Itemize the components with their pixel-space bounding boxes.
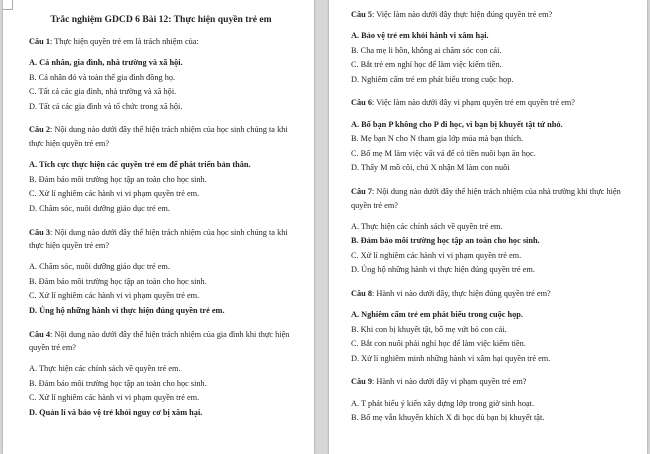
document-title: Trắc nghiệm GDCD 6 Bài 12: Thực hiện quyền trẻ em [50, 14, 272, 25]
question-number: Câu 6 [351, 98, 372, 108]
answer-option: B. Khi con bị khuyết tật, bố mẹ vứt bỏ con cái. [351, 324, 507, 334]
question-number: Câu 3 [29, 227, 50, 237]
answer-option: C. Bắt con nuôi phải nghỉ học để làm việc kiếm tiền. [351, 339, 526, 349]
question-block [351, 96, 623, 175]
question-text: : Hành vi nào dưới đây vi phạm quyền trẻ em? [371, 377, 527, 387]
margin-corner-mark [3, 0, 13, 10]
question-stem [351, 185, 623, 212]
answer-option: D. Ủng hộ những hành vi thực hiện đúng quyền trẻ em. [351, 265, 535, 275]
question-stem [351, 287, 623, 301]
page-content [29, 8, 293, 430]
document-page-right [329, 0, 647, 454]
answer-option: D. Chăm sóc, nuôi dưỡng giáo dục trẻ em. [29, 203, 170, 213]
question-stem [351, 96, 623, 110]
answer-option-correct: A. Bảo vệ trẻ em khỏi hành vi xâm hại. [351, 31, 489, 41]
question-block [29, 226, 293, 319]
answer-option: C. Xử lí nghiêm các hành vi vi phạm quyền trẻ em. [29, 291, 200, 301]
question-block [29, 35, 293, 114]
question-stem [351, 375, 623, 389]
answer-option: A. T phát biểu ý kiến xây dựng lớp trong giờ sinh hoạt. [351, 398, 535, 408]
answer-option: B. Đảm bảo môi trường học tập an toàn cho học sinh. [29, 174, 207, 184]
answer-option-correct: D. Quản lí và bảo vệ trẻ khỏi nguy cơ bị xâm hại. [29, 408, 203, 418]
question-number: Câu 1 [29, 37, 50, 46]
question-number: Câu 8 [351, 289, 372, 298]
question-text: : Nội dung nào dưới đây thể hiện trách nhiệm của học sinh chúng ta khi thực hiện quyền trẻ em? [29, 125, 288, 149]
answer-option: C. Tất cả các gia đình, nhà trường và xã hội. [29, 87, 177, 97]
question-stem [29, 328, 293, 355]
question-number: Câu 5 [351, 10, 372, 19]
answer-option-correct: B. Đảm bảo môi trường học tập an toàn cho học sinh. [351, 236, 540, 246]
document-page-left [3, 0, 314, 454]
answer-option: D. Thấy M mồ côi, chú X nhận M làm con nuôi [351, 163, 510, 173]
answer-option: C. Xử lí nghiêm các hành vi vi phạm quyền trẻ em. [351, 250, 522, 260]
question-text: : Việc làm nào dưới đây vi phạm quyền trẻ em quyền trẻ em? [371, 98, 575, 108]
answer-option: B. Đảm bảo môi trường học tập an toàn cho học sinh. [29, 276, 207, 286]
answer-option: A. Thực hiện các chính sách về quyền trẻ em. [29, 364, 181, 374]
answer-option: B. Mẹ bạn N cho N tham gia lớp múa mà bạn thích. [351, 134, 524, 144]
page-content [351, 8, 623, 435]
question-text: : Nội dung nào dưới đây thể hiện trách nhiệm của nhà trường khi thực hiện quyền trẻ em? [351, 186, 621, 210]
question-block [351, 8, 623, 87]
question-text: : Nội dung nào dưới đây thể hiện trách nhiệm của gia đình khi thực hiện quyền trẻ em? [29, 329, 290, 353]
answer-option: D. Nghiêm cấm trẻ em phát biểu trong cuộc họp. [351, 74, 514, 84]
question-block [29, 328, 293, 421]
question-number: Câu 4 [29, 329, 50, 339]
answer-option: C. Bố mẹ M làm việc vất vả để có tiền nuôi bạn ăn học. [351, 148, 536, 158]
answer-option-correct: A. Nghiêm cấm trẻ em phát biểu trong cuộc họp. [351, 310, 523, 320]
answer-option-correct: A. Bố bạn P không cho P đi học, vì bạn bị khuyết tật tứ nhỏ. [351, 119, 563, 129]
question-stem [351, 8, 623, 22]
answer-option: C. Bắt trẻ em nghỉ học để làm việc kiếm tiền. [351, 60, 502, 70]
answer-option: B. Cá nhân đó và toàn thể gia đình đồng họ. [29, 72, 176, 82]
answer-option: B. Đảm bảo môi trường học tập an toàn cho học sinh. [29, 378, 207, 388]
question-text: : Hành vi nào dưới đây, thực hiện đúng quyền trẻ em? [371, 289, 551, 298]
question-stem [29, 226, 293, 253]
answer-option: D. Xử lí nghiêm minh những hành vi xâm hại quyền trẻ em. [351, 353, 551, 363]
answer-option: C. Xử lí nghiêm các hành vi vi phạm quyền trẻ em. [29, 189, 200, 199]
question-stem [29, 123, 293, 150]
question-number: Câu 2 [29, 125, 50, 135]
answer-option-correct: A. Tích cực thực hiện các quyền trẻ em để phát triển bản thân. [29, 160, 251, 170]
question-block [351, 375, 623, 425]
question-block [351, 185, 623, 278]
question-text: : Việc làm nào dưới đây thực hiện đúng quyền trẻ em? [371, 10, 553, 19]
answer-option: A. Thực hiện các chính sách về quyền trẻ em. [351, 221, 503, 231]
question-text: : Thực hiện quyền trẻ em là trách nhiệm của: [49, 37, 199, 46]
answer-option: B. Cha mẹ li hôn, không ai chăm sóc con cái. [351, 45, 502, 55]
question-text: : Nội dung nào dưới đây thể hiện trách nhiệm của học sinh chúng ta khi thực hiện quyền trẻ em? [29, 227, 288, 251]
question-number: Câu 7 [351, 186, 372, 196]
answer-option-correct: D. Ủng hộ những hành vi thực hiện đúng quyền trẻ em. [29, 306, 225, 315]
answer-option-correct: A. Cá nhân, gia đình, nhà trường và xã hội. [29, 58, 183, 68]
answer-option: D. Tất cả các gia đình và tổ chức trong xã hội. [29, 101, 183, 111]
question-stem [29, 35, 293, 49]
question-block [351, 287, 623, 366]
answer-option: C. Xử lí nghiêm các hành vi vi phạm quyền trẻ em. [29, 393, 200, 403]
question-number: Câu 9 [351, 377, 372, 387]
answer-option: B. Bố mẹ vẫn khuyến khích X đi học dù bạn bị khuyết tật. [351, 413, 545, 423]
answer-option: A. Chăm sóc, nuôi dưỡng giáo dục trẻ em. [29, 262, 170, 272]
question-block [29, 123, 293, 216]
